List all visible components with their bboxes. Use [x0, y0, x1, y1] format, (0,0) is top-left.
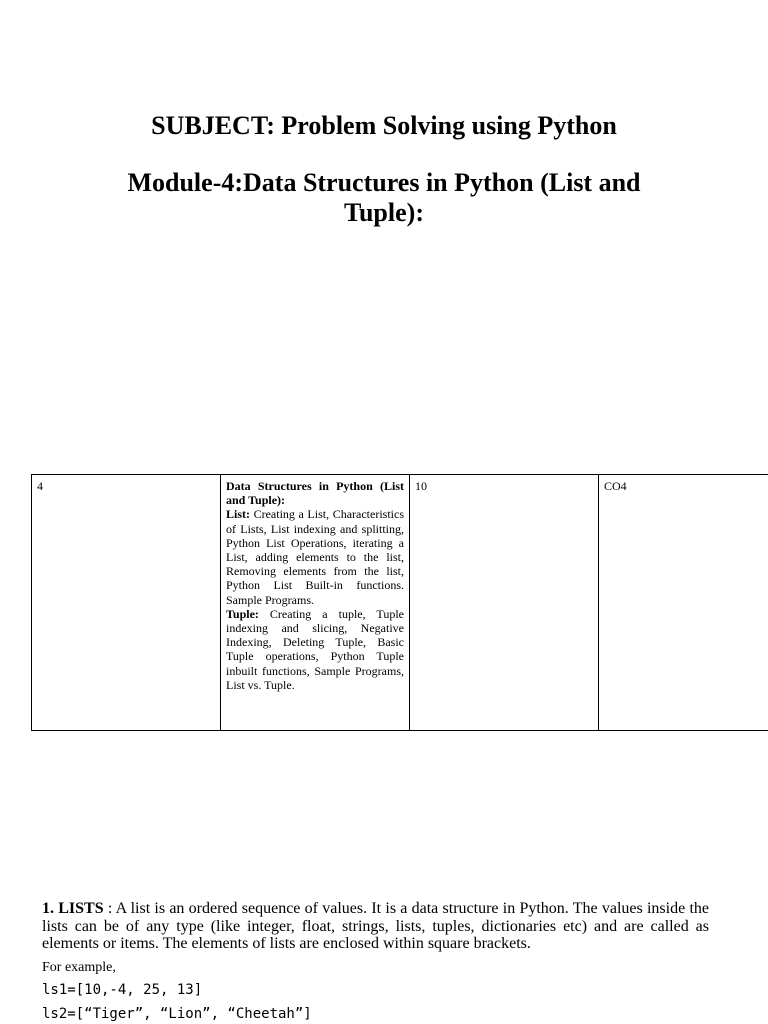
table-row — [32, 475, 768, 731]
module-title: Module-4:Data Structures in Python (List and Tuple): — [127, 168, 641, 227]
module-number-cell: 4 — [32, 475, 221, 731]
lists-body: : A list is an ordered sequence of values. It is a data structure in Python. The values inside the lists can be of any type (like integer, float, strings, lists, tuples, dictionaries etc) and are called as elements or items. The elements of lists are enclosed within square brackets. — [42, 900, 710, 952]
lists-heading: 1. LISTS — [42, 900, 104, 917]
hours-cell: 10 — [410, 475, 599, 731]
code-line: ls2=[“Tiger”, “Lion”, “Cheetah”] — [42, 1006, 312, 1022]
module-description-cell — [221, 475, 410, 731]
module-table — [31, 474, 768, 731]
subject-title: SUBJECT: Problem Solving using Python — [151, 111, 617, 140]
tuple-label: Tuple: — [226, 606, 259, 621]
tuple-topics: Creating a tuple, Tuple indexing and slicing, Negative Indexing, Deleting Tuple, Basic Tuple operations, Python Tuple inbuilt functions, Sample Programs, List vs. Tuple. — [226, 606, 404, 692]
example-label: For example, — [42, 960, 116, 975]
course-outcome-cell: CO4 — [599, 475, 768, 731]
list-topics: Creating a List, Characteristics of Lists, List indexing and splitting, Python List Operations, iterating a List, adding elements to the list, Removing elements from the list, Python List Built-in functions. Sample Programs. — [226, 507, 404, 607]
list-label: List: — [226, 507, 250, 522]
code-line: ls1=[10,-4, 25, 13] — [42, 982, 203, 998]
lists-paragraph — [42, 900, 709, 953]
description-heading: Data Structures in Python (List and Tuple): — [226, 479, 404, 508]
